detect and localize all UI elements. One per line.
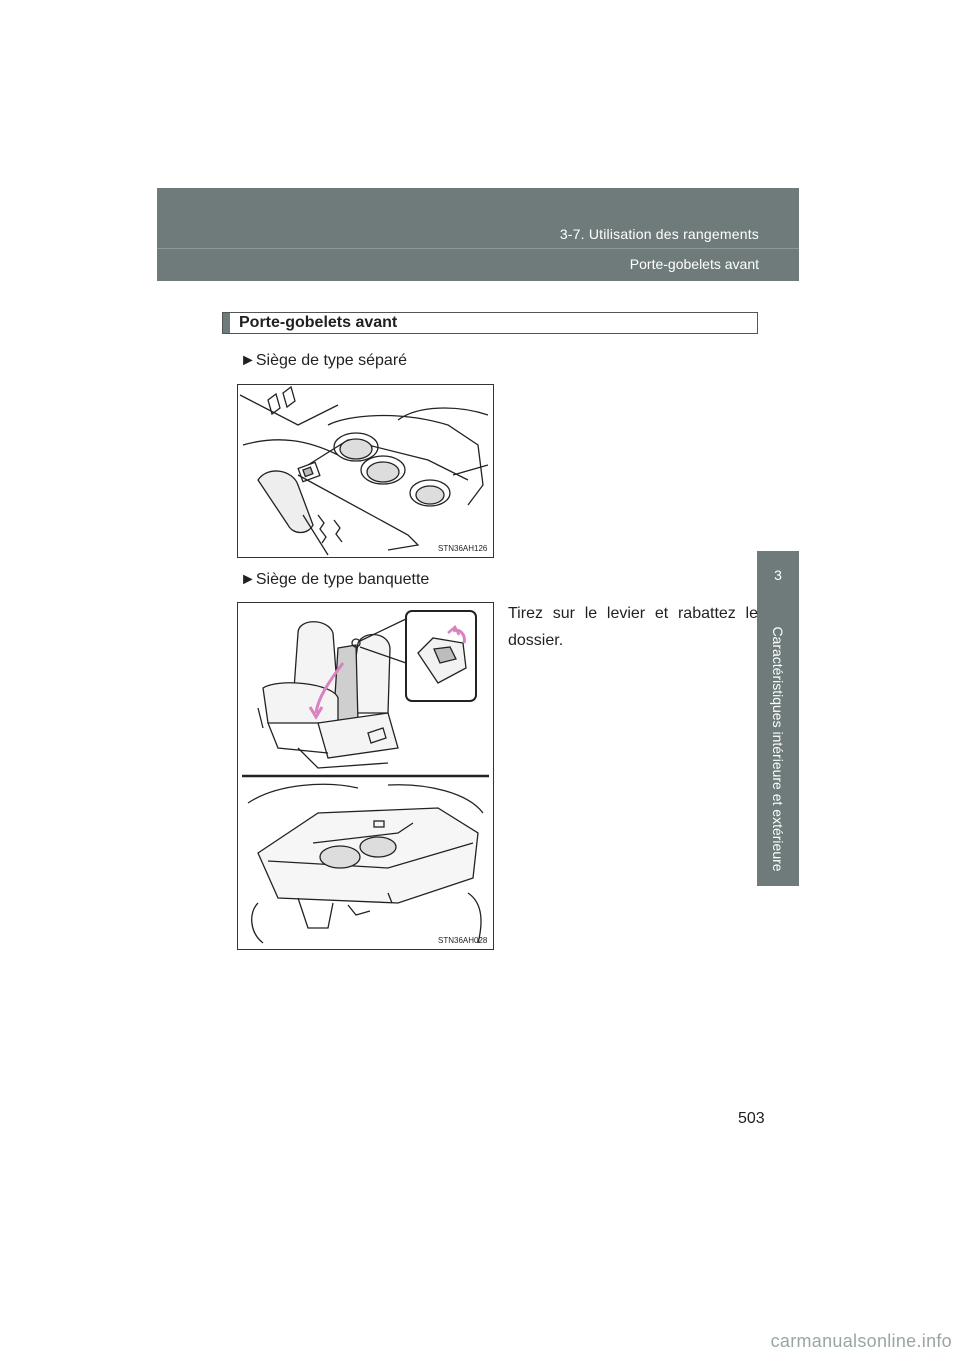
chapter-label: Caractéristiques intérieure et extérieure	[770, 626, 786, 872]
figure-code: STN36AH126	[438, 544, 488, 553]
watermark: carmanualsonline.info	[770, 1331, 952, 1351]
header-band	[157, 188, 799, 281]
section-title-accent	[223, 313, 230, 333]
bench-seat-illustration	[238, 603, 493, 949]
section-title: Porte-gobelets avant	[239, 314, 398, 331]
bullet-bench-seat: ►Siège de type banquette	[240, 571, 430, 588]
cupholder-console-illustration	[238, 385, 493, 557]
chapter-number: 3	[774, 567, 782, 583]
header-subsection-title: Porte-gobelets avant	[629, 256, 759, 272]
header-divider	[157, 248, 799, 249]
chapter-side-tab	[757, 551, 799, 886]
figure-separate-seat-cupholder	[237, 384, 494, 558]
header-section-title: 3-7. Utilisation des rangements	[559, 226, 759, 242]
figure-bench-seat-cupholder	[237, 602, 494, 950]
page-number: 503	[738, 1110, 765, 1127]
instruction-text: Tirez sur le levier et rabattez le dossier.	[508, 605, 758, 649]
bullet-separate-seat: ►Siège de type séparé	[240, 352, 408, 369]
figure-code: STN36AH028	[438, 936, 488, 945]
section-title-box	[222, 312, 758, 334]
